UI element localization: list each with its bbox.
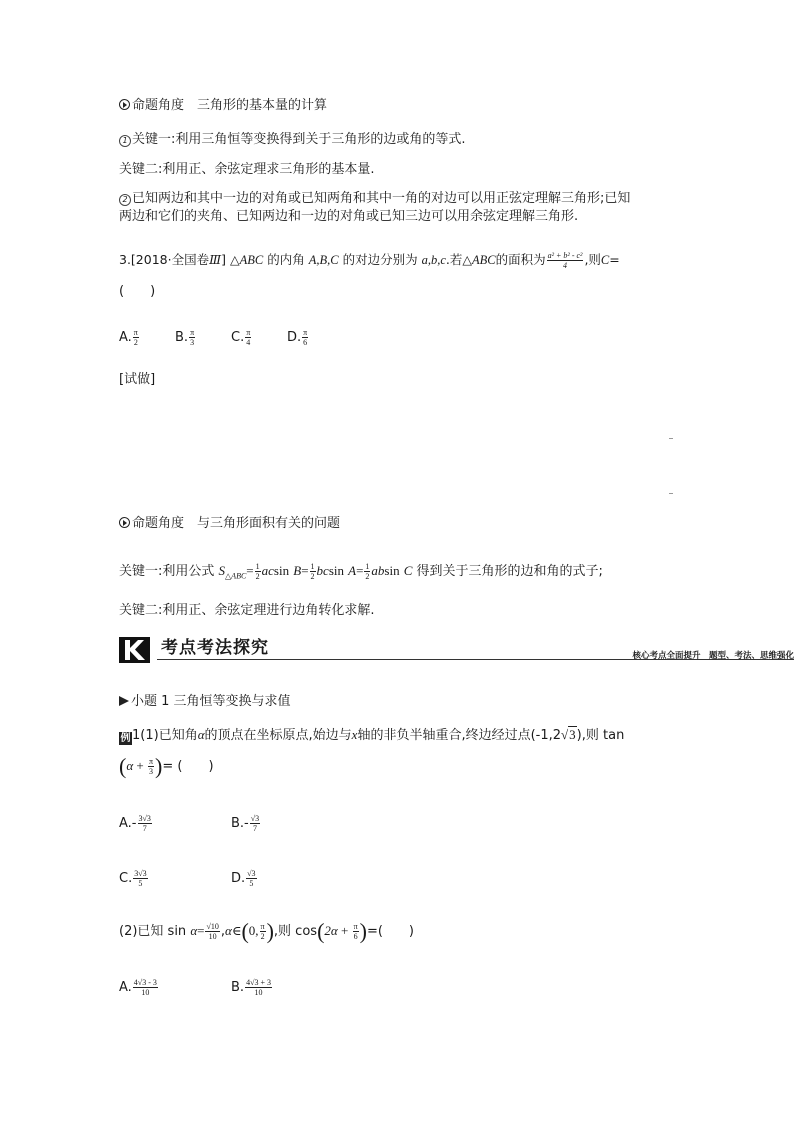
subtopic-heading: 小题 1 三角恒等变换与求值 [119,694,291,710]
banner-title: 考点考法探究 [161,638,269,658]
option-c[interactable]: C. $\frac{3√3}{5}$ [119,869,147,888]
problem-3-stem: 3.[2018·全国卷Ⅲ] △ABC 的内角 A,B,C 的对边分别为 a,b,c.若△ABC的面积为 $\frac{\text{a² + b² - c²}}{4}$ ,则C= [119,251,620,270]
option-c[interactable]: C. $\frac{\pi}{4}$ [231,328,251,347]
example-1-options-row2 [119,869,343,888]
example-1-part1-line1: 例 1(1)已知角α的顶点在坐标原点,始边与x轴的非负半轴重合,终边经过点(-1,2√3),则 tan [120,727,625,744]
option-b[interactable]: B. $\frac{\pi}{3}$ [175,328,195,347]
option-d[interactable]: D. $\frac{√3}{5}$ [231,869,256,888]
problem-3-blank: ( ) [119,284,156,299]
option-a[interactable]: A. $\frac{4√3 - 3}{10}$ [119,978,157,997]
key-point-1: 1 关键一:利用三角恒等变换得到关于三角形的边或角的等式. [119,132,466,148]
k-letter-icon [119,637,150,663]
play-circle-icon [119,99,130,110]
problem-3-options [119,328,343,347]
section-banner [119,637,794,661]
example-1-part1-line2: (α + $\frac{\pi}{3}$ )= ( ) [119,753,214,779]
example-1-part2: (2)已知 sin α= $\frac{√10}{10}$ ,α∈(0, $\frac{\pi}{2}$ ),则 cos(2α + $\frac{\pi}{6}$ )=( ) [119,918,414,944]
area-formula-key: 关键一:利用公式 $S_{\triangle ABC}=$ $\frac{1}{2}$ acsin B= $\frac{1}{2}$ bcsin A= $\frac{1}{2}$ absin C 得到关于三角形的边和角的式子; [119,562,603,581]
play-circle-icon [119,517,130,528]
section-heading-area: 命题角度 与三角形面积有关的问题 [119,516,340,532]
edge-angle-key: 关键二:利用正、余弦定理进行边角转化求解. [119,603,375,618]
key-point-2-line1: 2 已知两边和其中一边的对角或已知两角和其中一角的对边可以用正弦定理解三角形;已知 [119,191,630,207]
option-d[interactable]: D. $\frac{\pi}{6}$ [287,328,308,347]
circled-number: 1 [119,135,131,147]
example-1-options-row1 [119,814,343,833]
circled-number: 2 [119,194,131,206]
k-logo [119,637,150,663]
margin-mark [669,493,673,494]
option-b[interactable]: B.- $\frac{√3}{7}$ [231,814,260,833]
margin-mark [669,438,673,439]
area-fraction: $\frac{\text{a² + b² - c²}}{4}$ [547,251,583,270]
key-point-2-line2: 两边和它们的夹角、已知两边和一边的对角或已知三边可以用余弦定理解三角形. [119,209,579,224]
try-label: [试做] [119,372,156,387]
option-a[interactable]: A.- $\frac{3√3}{7}$ [119,814,151,833]
section-heading-basic-quantities: 命题角度 三角形的基本量的计算 [119,98,327,114]
banner-subtitle: 核心考点全面提升 题型、考法、思维强化 [632,651,794,661]
option-b[interactable]: B. $\frac{4√3 + 3}{10}$ [231,978,271,997]
option-a[interactable]: A. $\frac{\pi}{2}$ [119,328,138,347]
example-badge: 例 [120,733,131,744]
example-1-part2-options [119,978,343,997]
key-point-1b: 关键二:利用正、余弦定理求三角形的基本量. [119,162,375,177]
arrow-right-icon [119,696,129,706]
